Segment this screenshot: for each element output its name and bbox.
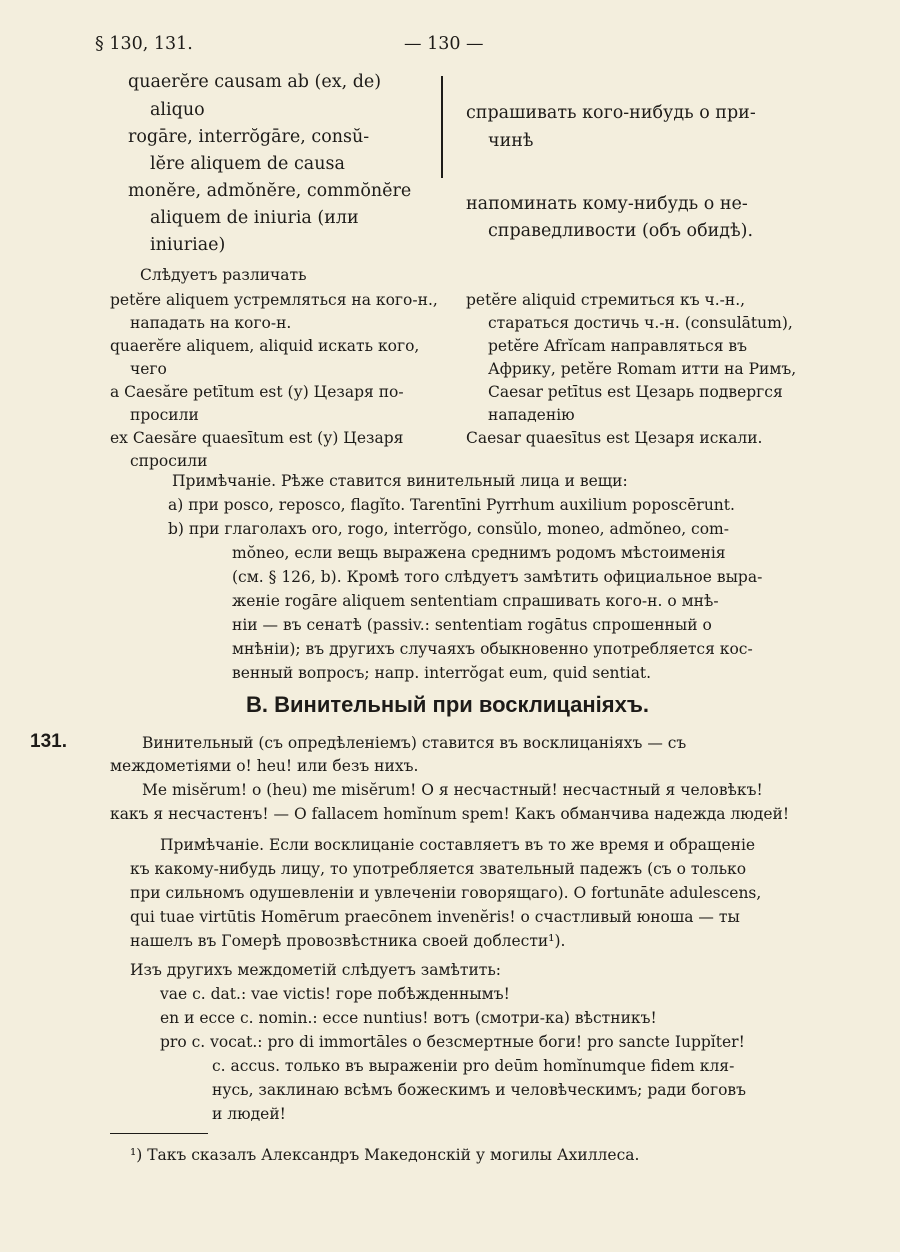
right-col-line: petĕre aliquid стремиться къ ч.-н., (466, 291, 746, 309)
interjection-line: pro c. vocat.: pro di immortāles о безсмертные боги! pro sancte Iuppĭter! (160, 1033, 745, 1051)
note-line: a) при posco, reposco, flagĭto. Tarentīni Pyrrhum auxilium poposcērunt. (168, 496, 735, 514)
left-col-line: quaerĕre aliquem, aliquid искать кого, (110, 337, 420, 355)
section-heading: B. Винительный при восклицаніяхъ. (246, 692, 649, 717)
paragraph-line: Me misĕrum! o (heu) me misĕrum! О я несчастный! несчастный я человѣкъ! (142, 781, 763, 799)
top-right-line-3: напоминать кому-нибудь о не- (466, 194, 748, 214)
note-line: ніи — въ сенатѣ (passiv.: sententiam rogātus спрошенный о (232, 616, 712, 634)
top-right-line-1: спрашивать кого-нибудь о при- (466, 103, 756, 123)
section-reference: § 130, 131. (95, 34, 193, 54)
note-line: Примѣчаніе. Если восклицаніе составляетъ въ то же время и обращеніе (160, 836, 756, 854)
interjection-line: нусь, заклинаю всѣмъ божескимъ и человѣческимъ; ради боговъ (212, 1081, 747, 1099)
right-col-line: Африку, petĕre Romam итти на Римъ, (488, 360, 797, 378)
note-line: мнѣніи); въ другихъ случаяхъ обыкновенно употребляется кос- (232, 640, 753, 658)
right-col-line: стараться достичь ч.-н. (consulātum), (488, 314, 793, 332)
note-line: b) при глаголахъ oro, rogo, interrŏgo, consŭlo, moneo, admŏneo, com- (168, 520, 729, 538)
left-col-line: a Caesăre petītum est (у) Цезаря по- (110, 383, 404, 401)
note-line: женіе rogāre aliquem sententiam спрашивать кого-н. о мнѣ- (232, 592, 719, 610)
page-number: — 130 — (404, 34, 484, 54)
top-right-line-4: справедливости (объ обидѣ). (488, 221, 754, 241)
note-line: при сильномъ одушевленіи и увлеченіи говорящаго). O fortunāte adulescens, (130, 884, 762, 902)
interjection-line: и людей! (212, 1105, 286, 1123)
interjection-line: c. accus. только въ выраженіи pro deūm homĭnumque fidem кля- (212, 1057, 735, 1075)
interjection-line: en и ecce c. nomin.: ecce nuntius! вотъ (смотри-ка) вѣстникъ! (160, 1009, 657, 1027)
right-col-line: petĕre Afrĭcam направляться въ (488, 337, 747, 355)
top-left-line-4: lĕre aliquem de causa (150, 154, 345, 174)
right-col-line: Caesar quaesītus est Цезаря искали. (466, 429, 763, 447)
note-line: (см. § 126, b). Кромѣ того слѣдуетъ замѣтить официальное выра- (232, 568, 763, 586)
top-right-line-2: чинѣ (488, 131, 534, 151)
paragraph-line: Винительный (съ опредѣленіемъ) ставится въ восклицаніяхъ — съ (142, 734, 687, 752)
top-left-line-3: rogāre, interrŏgāre, consŭ- (128, 127, 370, 147)
bracket-line (441, 76, 443, 178)
right-col-line: нападенію (488, 406, 575, 424)
left-col-line: спросили (130, 452, 208, 470)
footnote: ¹) Такъ сказалъ Александръ Македонскій у могилы Ахиллеса. (130, 1146, 640, 1164)
interjection-line: vae c. dat.: vae victis! горе побѣжденнымъ! (160, 985, 510, 1003)
left-col-line: нападать на кого-н. (130, 314, 292, 332)
note-line: венный вопросъ; напр. interrŏgat eum, quid sentiat. (232, 664, 652, 682)
left-col-line: просили (130, 406, 199, 424)
top-left-line-6: aliquem de iniuria (или (150, 208, 359, 228)
note-line: къ какому-нибудь лицу, то употребляется звательный падежъ (съ o только (130, 860, 747, 878)
note-line: qui tuae virtūtis Homērum praecōnem invenĕris! о счастливый юноша — ты (130, 908, 740, 926)
right-col-line: Caesar petītus est Цезарь подвергся (488, 383, 783, 401)
top-left-line-5: monĕre, admŏnĕre, commŏnĕre (128, 181, 412, 201)
note-line: нашелъ въ Гомерѣ провозвѣстника своей доблести¹). (130, 932, 566, 950)
left-col-line: чего (130, 360, 167, 378)
top-left-line-2: aliquo (150, 100, 205, 120)
left-col-line: ex Caesăre quaesītum est (у) Цезаря (110, 429, 404, 447)
paragraph-line: какъ я несчастенъ! — O fallacem homĭnum spem! Какъ обманчива надежда людей! (110, 805, 790, 823)
footnote-rule (110, 1133, 208, 1134)
note-line: Примѣчаніе. Рѣже ставится винительный лица и вещи: (172, 472, 628, 490)
top-left-line-7: iniuriae) (150, 235, 226, 255)
top-left-line-1: quaerĕre causam ab (ex, de) (128, 72, 382, 92)
distinguish-intro: Слѣдуетъ различать (140, 266, 307, 284)
note-line: mŏneo, если вещь выражена среднимъ родомъ мѣстоименія (232, 544, 726, 562)
paragraph-number: 131. (30, 731, 67, 752)
interjections-intro: Изъ другихъ междометій слѣдуетъ замѣтить: (130, 961, 502, 979)
left-col-line: petĕre aliquem устремляться на кого-н., (110, 291, 438, 309)
paragraph-line: междометіями o! heu! или безъ нихъ. (110, 757, 419, 775)
